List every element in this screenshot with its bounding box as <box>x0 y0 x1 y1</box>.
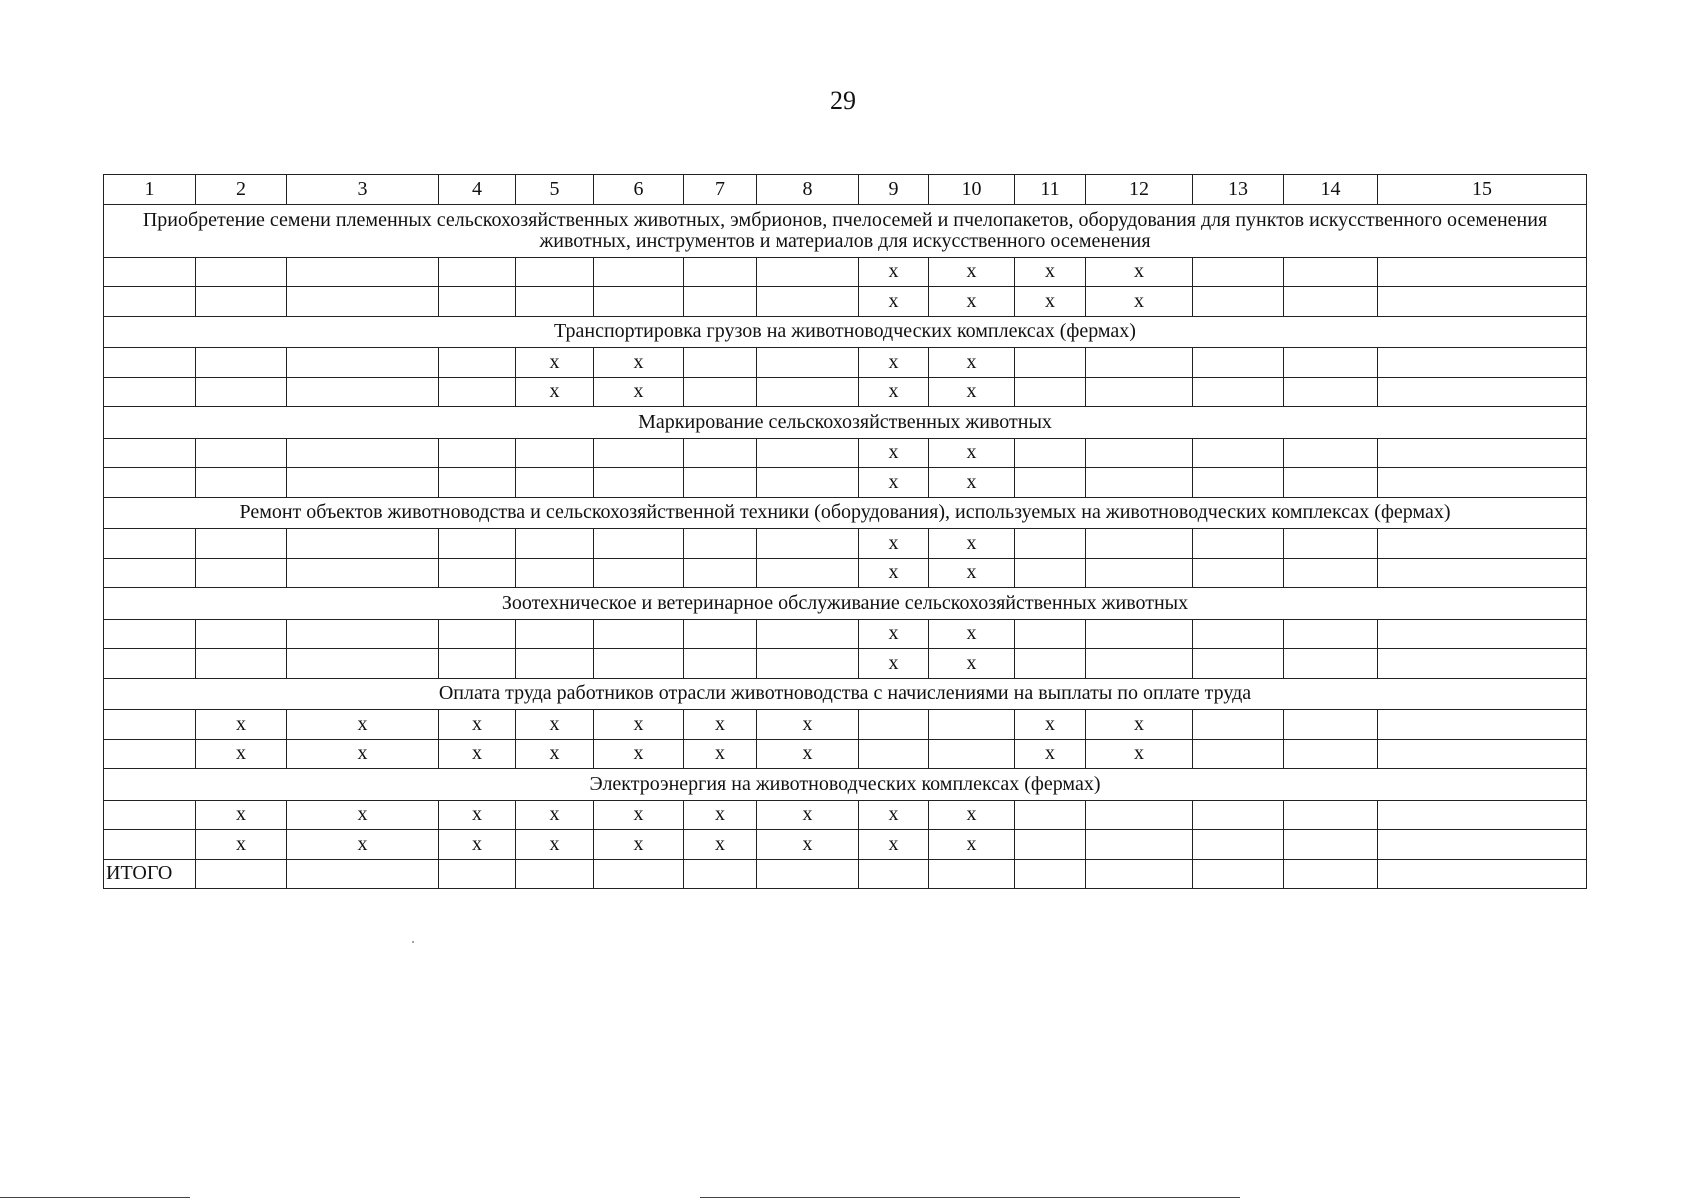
table-cell: x <box>196 739 287 769</box>
table-cell <box>1086 619 1193 649</box>
table-row <box>104 649 1587 679</box>
table-row <box>104 800 1587 830</box>
column-number-3: 3 <box>287 175 439 205</box>
table-cell <box>196 287 287 317</box>
table-cell: x <box>684 830 757 860</box>
table-cell <box>1378 529 1587 559</box>
table-cell <box>104 710 196 740</box>
table-cell: x <box>684 710 757 740</box>
table-cell: x <box>929 649 1015 679</box>
column-number-8: 8 <box>757 175 859 205</box>
table-cell <box>757 619 859 649</box>
section-title-row <box>104 769 1587 801</box>
table-cell <box>1378 649 1587 679</box>
table-cell <box>104 529 196 559</box>
table-row <box>104 830 1587 860</box>
table-cell <box>594 649 684 679</box>
table-cell <box>1193 558 1284 588</box>
table-cell <box>1284 287 1378 317</box>
table-cell <box>757 468 859 498</box>
table-cell: x <box>594 710 684 740</box>
table-row <box>104 348 1587 378</box>
table-cell: x <box>196 830 287 860</box>
total-cell <box>196 859 287 889</box>
table-cell <box>684 257 757 287</box>
table-cell <box>684 619 757 649</box>
column-number-7: 7 <box>684 175 757 205</box>
table-cell <box>1284 830 1378 860</box>
table-cell <box>439 377 516 407</box>
column-number-row <box>104 175 1587 205</box>
table-body <box>104 175 1587 889</box>
total-cell <box>1086 859 1193 889</box>
table-cell <box>104 830 196 860</box>
table-cell <box>1378 800 1587 830</box>
table-cell <box>1284 438 1378 468</box>
column-number-6: 6 <box>594 175 684 205</box>
table-cell: x <box>929 377 1015 407</box>
table-cell: x <box>287 710 439 740</box>
table-cell: x <box>929 468 1015 498</box>
table-cell <box>1284 257 1378 287</box>
table-cell <box>516 619 594 649</box>
total-label: ИТОГО <box>104 859 196 889</box>
table-cell: x <box>439 710 516 740</box>
table-cell <box>287 348 439 378</box>
table-cell <box>1284 529 1378 559</box>
table-cell <box>1015 348 1086 378</box>
total-cell <box>1284 859 1378 889</box>
section-title-row <box>104 678 1587 710</box>
table-cell <box>1193 830 1284 860</box>
table-cell <box>104 739 196 769</box>
table-cell <box>516 287 594 317</box>
table-cell <box>757 529 859 559</box>
column-number-9: 9 <box>859 175 929 205</box>
table-cell <box>594 468 684 498</box>
table-cell <box>859 739 929 769</box>
table-cell <box>1086 649 1193 679</box>
column-number-12: 12 <box>1086 175 1193 205</box>
table-cell: x <box>287 739 439 769</box>
total-cell <box>594 859 684 889</box>
table-cell: x <box>287 800 439 830</box>
table-cell <box>516 529 594 559</box>
table-cell <box>196 649 287 679</box>
table-cell <box>1015 619 1086 649</box>
table-cell <box>1284 468 1378 498</box>
table-cell: x <box>859 348 929 378</box>
table-cell <box>287 438 439 468</box>
table-cell <box>104 800 196 830</box>
total-cell <box>287 859 439 889</box>
table-cell <box>104 348 196 378</box>
table-row <box>104 558 1587 588</box>
section-title-row <box>104 588 1587 620</box>
subsidy-table <box>103 174 1587 889</box>
table-cell <box>104 377 196 407</box>
table-cell: x <box>929 529 1015 559</box>
table-cell <box>439 287 516 317</box>
table-cell <box>1193 529 1284 559</box>
section-title: Транспортировка грузов на животноводческих комплексах (фермах) <box>104 316 1587 348</box>
table-cell: x <box>516 830 594 860</box>
section-title: Электроэнергия на животноводческих комплексах (фермах) <box>104 769 1587 801</box>
table-cell: x <box>929 830 1015 860</box>
table-cell: x <box>594 377 684 407</box>
table-cell: x <box>1086 710 1193 740</box>
table-cell <box>1086 558 1193 588</box>
table-cell <box>287 468 439 498</box>
table-cell <box>1193 619 1284 649</box>
table-cell <box>1284 619 1378 649</box>
table-cell <box>684 529 757 559</box>
table-cell: x <box>594 739 684 769</box>
table-row <box>104 468 1587 498</box>
column-number-10: 10 <box>929 175 1015 205</box>
table-cell: x <box>757 739 859 769</box>
table-cell <box>196 529 287 559</box>
table-cell <box>1284 739 1378 769</box>
table-cell: x <box>929 348 1015 378</box>
table-cell <box>287 529 439 559</box>
table-cell: x <box>684 739 757 769</box>
table-cell: x <box>859 830 929 860</box>
table-cell <box>196 468 287 498</box>
table-cell <box>196 348 287 378</box>
table-cell <box>1193 739 1284 769</box>
table-cell <box>1193 257 1284 287</box>
table-cell: x <box>1015 710 1086 740</box>
table-cell: x <box>196 800 287 830</box>
section-title: Ремонт объектов животноводства и сельскохозяйственной техники (оборудования), используемых на животноводческих комплексах (фермах) <box>104 497 1587 529</box>
table-cell <box>594 558 684 588</box>
table-cell <box>1015 529 1086 559</box>
table-cell <box>1378 739 1587 769</box>
table-cell: x <box>929 558 1015 588</box>
table-cell: x <box>684 800 757 830</box>
table-cell <box>196 377 287 407</box>
table-row <box>104 710 1587 740</box>
table-cell: x <box>757 830 859 860</box>
total-cell <box>929 859 1015 889</box>
column-number-13: 13 <box>1193 175 1284 205</box>
table-cell <box>684 438 757 468</box>
table-cell: x <box>859 287 929 317</box>
table-cell: x <box>929 438 1015 468</box>
table-cell: x <box>594 348 684 378</box>
column-number-1: 1 <box>104 175 196 205</box>
table-cell <box>757 377 859 407</box>
table-cell <box>594 619 684 649</box>
table-cell <box>859 710 929 740</box>
table-cell <box>757 348 859 378</box>
table-cell <box>1086 377 1193 407</box>
section-title-row <box>104 497 1587 529</box>
table-cell <box>1015 377 1086 407</box>
table-cell <box>1086 468 1193 498</box>
table-cell <box>1378 830 1587 860</box>
table-cell <box>439 558 516 588</box>
table-cell <box>1284 377 1378 407</box>
table-cell <box>1284 649 1378 679</box>
table-cell <box>287 287 439 317</box>
table-cell <box>1378 710 1587 740</box>
table-cell <box>104 468 196 498</box>
table-cell <box>1378 438 1587 468</box>
table-cell <box>196 257 287 287</box>
bottom-edge-line-right <box>700 1197 1240 1198</box>
table-cell <box>594 438 684 468</box>
table-cell <box>1193 468 1284 498</box>
table-cell <box>516 468 594 498</box>
column-number-14: 14 <box>1284 175 1378 205</box>
table-cell <box>1015 830 1086 860</box>
table-cell <box>1086 830 1193 860</box>
table-cell <box>929 739 1015 769</box>
table-cell <box>1193 800 1284 830</box>
table-cell <box>1193 348 1284 378</box>
table-cell <box>1086 529 1193 559</box>
table-cell <box>1378 619 1587 649</box>
table-cell: x <box>929 287 1015 317</box>
table-row <box>104 739 1587 769</box>
table-cell <box>1378 558 1587 588</box>
table-cell: x <box>859 558 929 588</box>
table-cell <box>684 468 757 498</box>
table-cell <box>929 710 1015 740</box>
table-cell <box>439 348 516 378</box>
table-cell <box>439 619 516 649</box>
total-cell <box>439 859 516 889</box>
table-cell <box>1193 438 1284 468</box>
table-cell <box>1193 710 1284 740</box>
table-cell: x <box>516 348 594 378</box>
section-title: Приобретение семени племенных сельскохозяйственных животных, эмбрионов, пчелосемей и пчелопакетов, оборудования для пунктов искусственного осеменения животных, инструментов и материалов для искусственного осеменения <box>104 204 1587 257</box>
table-row <box>104 377 1587 407</box>
table-cell: x <box>859 468 929 498</box>
table-cell: x <box>929 257 1015 287</box>
table-cell: x <box>757 710 859 740</box>
page-number: 29 <box>830 86 856 115</box>
bottom-edge-line-left <box>0 1197 190 1198</box>
table-cell <box>594 529 684 559</box>
table-cell: x <box>1015 739 1086 769</box>
table-cell <box>1015 649 1086 679</box>
table-cell <box>757 649 859 679</box>
table-cell <box>1015 800 1086 830</box>
table-row <box>104 529 1587 559</box>
column-number-15: 15 <box>1378 175 1587 205</box>
table-cell <box>757 287 859 317</box>
table-cell <box>1378 377 1587 407</box>
table-cell <box>1086 348 1193 378</box>
table-cell <box>1378 468 1587 498</box>
table-cell <box>516 257 594 287</box>
column-number-4: 4 <box>439 175 516 205</box>
table-cell <box>757 438 859 468</box>
table-cell: x <box>516 710 594 740</box>
table-cell <box>104 287 196 317</box>
column-number-2: 2 <box>196 175 287 205</box>
table-cell: x <box>287 830 439 860</box>
table-cell <box>1284 348 1378 378</box>
section-title-row <box>104 316 1587 348</box>
table-cell <box>594 257 684 287</box>
table-cell <box>594 287 684 317</box>
table-cell <box>1015 468 1086 498</box>
table-cell: x <box>516 377 594 407</box>
table-row <box>104 257 1587 287</box>
table-cell <box>1193 649 1284 679</box>
total-cell <box>1193 859 1284 889</box>
column-number-11: 11 <box>1015 175 1086 205</box>
table-cell <box>516 438 594 468</box>
table-cell: x <box>1086 287 1193 317</box>
table-cell <box>684 649 757 679</box>
table-cell <box>516 649 594 679</box>
table-cell <box>684 348 757 378</box>
table-cell: x <box>859 529 929 559</box>
table-cell <box>1378 257 1587 287</box>
table-cell <box>757 558 859 588</box>
table-cell <box>684 377 757 407</box>
table-cell: x <box>594 830 684 860</box>
table-cell <box>684 287 757 317</box>
table-cell: x <box>859 800 929 830</box>
section-title-row <box>104 407 1587 439</box>
table-cell <box>196 438 287 468</box>
section-title-row <box>104 204 1587 257</box>
table-cell: x <box>439 739 516 769</box>
table-cell: x <box>859 649 929 679</box>
table-cell <box>287 619 439 649</box>
table-cell <box>1086 438 1193 468</box>
table-cell: x <box>757 800 859 830</box>
table-cell: x <box>859 619 929 649</box>
table-cell <box>1284 800 1378 830</box>
total-cell <box>1378 859 1587 889</box>
table-cell <box>439 257 516 287</box>
table-cell <box>104 438 196 468</box>
total-cell <box>516 859 594 889</box>
table-cell <box>684 558 757 588</box>
table-cell <box>1284 558 1378 588</box>
table-cell: x <box>1015 257 1086 287</box>
table-cell <box>104 619 196 649</box>
table-cell <box>1015 558 1086 588</box>
total-cell <box>757 859 859 889</box>
table-cell <box>439 649 516 679</box>
section-title: Зоотехническое и ветеринарное обслуживание сельскохозяйственных животных <box>104 588 1587 620</box>
table-cell: x <box>929 619 1015 649</box>
table-cell <box>287 377 439 407</box>
table-cell <box>1193 287 1284 317</box>
table-cell: x <box>859 438 929 468</box>
table-row <box>104 287 1587 317</box>
total-row <box>104 859 1587 889</box>
table-cell <box>287 558 439 588</box>
table-cell <box>287 649 439 679</box>
table-cell: x <box>439 830 516 860</box>
table-cell: x <box>929 800 1015 830</box>
table-cell <box>439 438 516 468</box>
table-cell <box>1378 287 1587 317</box>
column-number-5: 5 <box>516 175 594 205</box>
table-row <box>104 619 1587 649</box>
table-cell: x <box>516 739 594 769</box>
table-cell <box>1086 800 1193 830</box>
table-cell <box>196 619 287 649</box>
section-title: Оплата труда работников отрасли животноводства с начислениями на выплаты по оплате труда <box>104 678 1587 710</box>
table-cell: x <box>859 257 929 287</box>
table-cell <box>757 257 859 287</box>
total-cell <box>859 859 929 889</box>
table-cell: x <box>196 710 287 740</box>
table-cell <box>104 558 196 588</box>
table-cell <box>104 649 196 679</box>
table-cell <box>104 257 196 287</box>
total-cell <box>684 859 757 889</box>
section-title: Маркирование сельскохозяйственных животных <box>104 407 1587 439</box>
table-row <box>104 438 1587 468</box>
table-cell <box>287 257 439 287</box>
table-cell: x <box>594 800 684 830</box>
table-cell: x <box>1015 287 1086 317</box>
table-cell <box>516 558 594 588</box>
table-cell: x <box>439 800 516 830</box>
table-cell: x <box>1086 257 1193 287</box>
table-cell <box>439 529 516 559</box>
scan-dot <box>412 941 414 943</box>
table-cell <box>1378 348 1587 378</box>
table-cell <box>1284 710 1378 740</box>
table-cell <box>439 468 516 498</box>
table-cell <box>196 558 287 588</box>
table-cell <box>1193 377 1284 407</box>
total-cell <box>1015 859 1086 889</box>
table-cell: x <box>1086 739 1193 769</box>
table-cell: x <box>859 377 929 407</box>
table-cell <box>1015 438 1086 468</box>
table-cell: x <box>516 800 594 830</box>
